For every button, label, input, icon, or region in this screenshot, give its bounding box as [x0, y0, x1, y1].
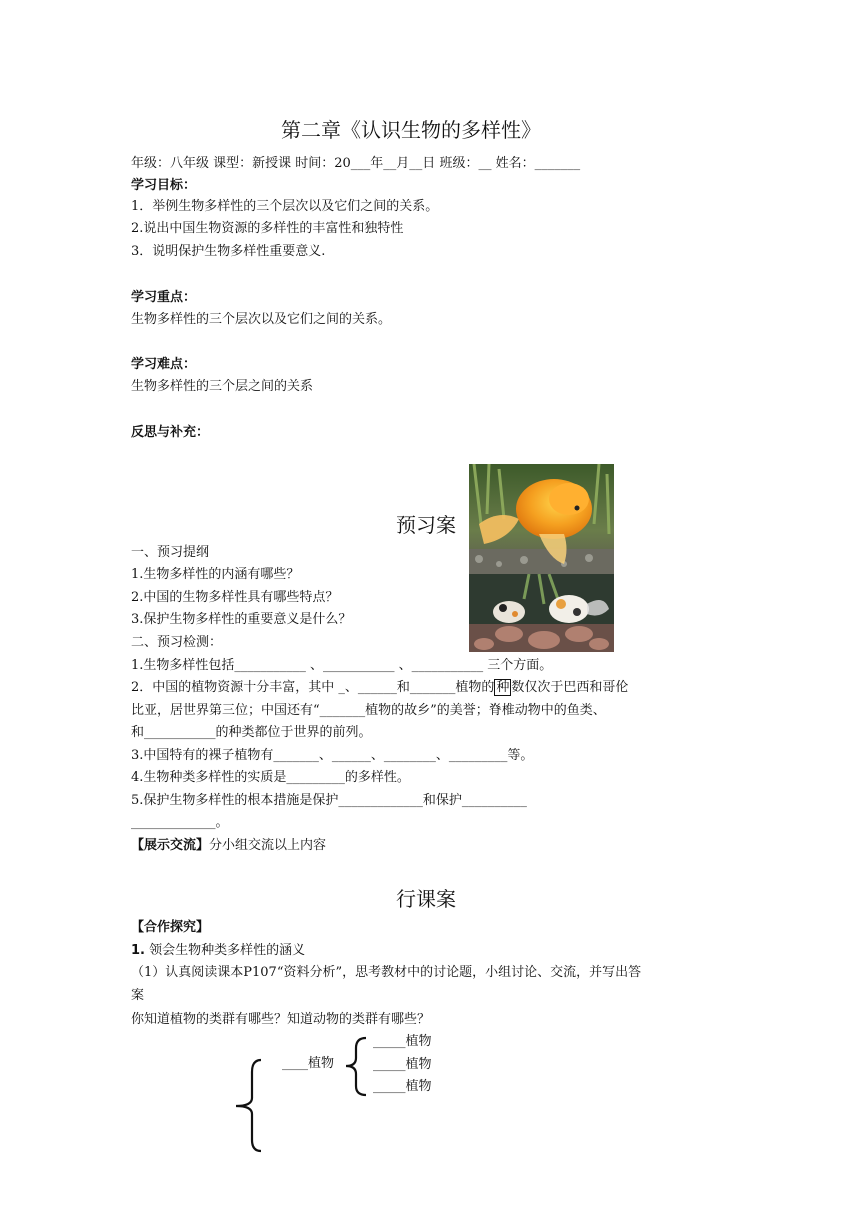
boxed-char: 种 — [496, 680, 510, 695]
info-line: 年级：八年级 课型：新授课 时间：20___年__月__日 班级：__ 姓名：_______ — [131, 156, 581, 171]
key-points-text: 生物多样性的三个层次以及它们之间的关系。 — [131, 312, 392, 327]
diagram-branch-label: _____植物 — [373, 1057, 432, 1072]
diagram-root-label: ____植物 — [282, 1056, 335, 1071]
check-item-line: _____________。 — [131, 815, 229, 830]
key-points-heading: 学习重点： — [131, 290, 197, 305]
diagram-branch-label: _____植物 — [373, 1034, 432, 1049]
reflection-heading: 反思与补充： — [131, 425, 210, 440]
diagram-branch-label: _____植物 — [373, 1079, 432, 1094]
objective-item: 3．说明保护生物多样性重要意义. — [131, 244, 326, 259]
check-item: 1.生物多样性包括___________ 、___________ 、___________ 三个方面。 — [131, 658, 553, 673]
page-title: 第二章《认识生物的多样性》 — [281, 118, 541, 142]
difficulties-text: 生物多样性的三个层之间的关系 — [131, 379, 314, 394]
exchange-label: 【展示交流】 — [131, 838, 210, 853]
objectives-heading: 学习目标： — [131, 178, 197, 193]
outline-item: 3.保护生物多样性的重要意义是什么？ — [131, 612, 352, 627]
lesson-sub-b: 案 — [131, 988, 145, 1003]
coop-label: 【合作探究】 — [131, 920, 210, 935]
check-item-text-cont: 数仅次于巴西和哥伦 — [511, 680, 629, 695]
outline-heading: 一、预习提纲 — [131, 545, 210, 560]
check-item: 5.保护生物多样性的根本措施是保护_____________和保护__________ — [131, 793, 527, 808]
lesson-heading: 行课案 — [396, 887, 456, 911]
lesson-question: 你知道植物的类群有哪些？知道动物的类群有哪些？ — [131, 1012, 431, 1027]
small-brace — [346, 1038, 366, 1095]
lesson-sub-a: （1）认真阅读课本P107“资料分析”，思考教材中的讨论题，小组讨论、交流，并写出答 — [131, 965, 642, 980]
check-item-text: 2．中国的植物资源十分丰富，其中 _、______和_______植物的 — [131, 680, 495, 695]
difficulties-heading: 学习难点： — [131, 357, 197, 372]
outline-item: 1.生物多样性的内涵有哪些？ — [131, 567, 300, 582]
objective-item: 2.说出中国生物资源的多样性的丰富性和独特性 — [131, 221, 404, 236]
check-item: 3.中国特有的裸子植物有_______、______、________、_________等。 — [131, 748, 534, 763]
preview-heading: 预习案 — [396, 513, 456, 537]
exchange-text: 分小组交流以上内容 — [209, 838, 327, 853]
outline-item: 2.中国的生物多样性具有哪些特点？ — [131, 590, 339, 605]
check-item-line: 比亚，居世界第三位；中国还有“_______植物的故乡”的美誉；脊椎动物中的鱼类、 — [131, 703, 606, 718]
lesson-item-number: 1. — [131, 943, 145, 958]
check-item-line: 和___________的种类都位于世界的前列。 — [131, 725, 372, 740]
objective-item: 1．举例生物多样性的三个层次以及它们之间的关系。 — [131, 199, 439, 214]
large-brace — [236, 1060, 261, 1151]
check-item: 4.生物种类多样性的实质是_________的多样性。 — [131, 770, 410, 785]
lesson-item-text: 领会生物种类多样性的涵义 — [144, 943, 306, 958]
check-heading: 二、预习检测： — [131, 635, 223, 650]
